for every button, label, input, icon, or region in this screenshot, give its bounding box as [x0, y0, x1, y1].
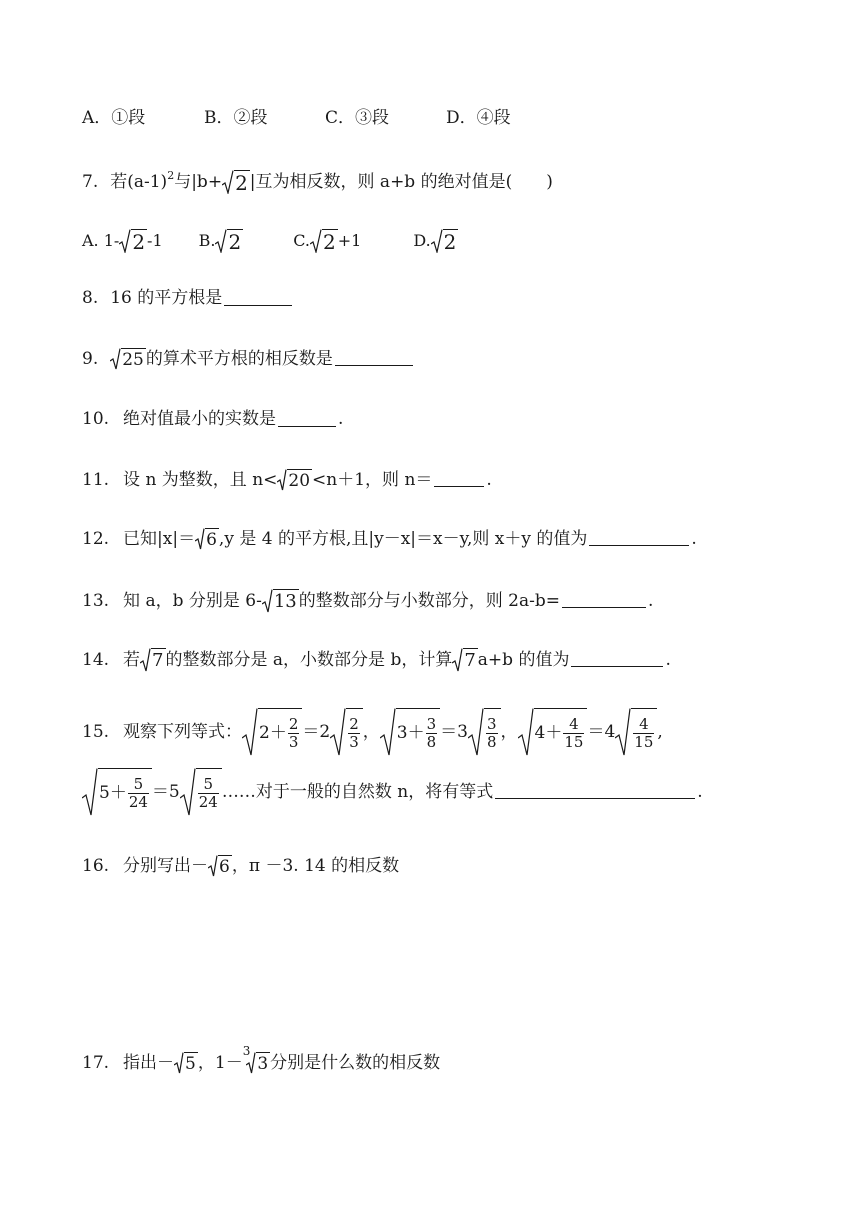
q6-option-a: A．①段 — [82, 108, 146, 128]
q15-eq3-lhs-sqrt — [518, 708, 588, 756]
q15-eq1-rhs — [346, 708, 363, 756]
q17-mid: ，1－ — [197, 1052, 243, 1073]
q8-text: 16 的平方根是 — [110, 288, 223, 308]
q15-eq3-rhs — [631, 708, 657, 756]
q17-pre: 指出－ — [123, 1052, 175, 1073]
q15-eq4-lhs-sqrt — [82, 768, 152, 816]
q15-end: . — [697, 781, 703, 802]
q13-sqrt — [262, 589, 299, 613]
q15-eq3-rhs-fraction — [633, 714, 654, 751]
q8-number: 8. — [82, 288, 99, 308]
radical-sign-icon — [180, 768, 196, 816]
denominator: 15 — [634, 732, 654, 751]
question-15-continued — [82, 768, 703, 816]
q6-option-c: C．③段 — [325, 108, 390, 128]
numerator: 5 — [203, 774, 214, 793]
answer-blank[interactable] — [224, 304, 292, 306]
answer-blank[interactable] — [278, 425, 336, 427]
q12-pre: 已知|x|＝ — [123, 528, 196, 549]
radical-sign-icon — [380, 708, 396, 756]
radical-sign-icon — [431, 229, 443, 253]
q7-sup: 2 — [167, 168, 175, 182]
q15-eq1-fraction — [288, 714, 300, 751]
q14-number: 14. — [82, 649, 110, 670]
q9-text: 的算术平方根的相反数是 — [145, 348, 333, 369]
q9-number: 9. — [82, 348, 99, 369]
q7-option-a-radicand: 2 — [132, 230, 146, 254]
q16-post: ，π －3. 14 的相反数 — [231, 855, 400, 876]
q15-eq3-lhs — [534, 708, 588, 756]
q13-number: 13. — [82, 590, 110, 611]
q14-radicand-2: 7 — [464, 650, 476, 671]
q17-root-index: 3 — [242, 1044, 251, 1058]
radical-sign-icon — [110, 348, 121, 370]
q7-option-a-post: -1 — [147, 231, 163, 250]
radical-sign-icon — [82, 768, 98, 816]
q6-options — [82, 110, 511, 127]
question-14 — [82, 648, 671, 672]
equals-sign: ＝ — [440, 721, 458, 742]
q7-post: |互为相反数，则 a+b 的绝对值是( ) — [249, 171, 553, 192]
q14-radicand-1: 7 — [152, 650, 164, 671]
q6-option-d: D．④段 — [446, 108, 511, 128]
radical-sign-icon — [615, 708, 631, 756]
q7-option-c-radicand: 2 — [322, 230, 336, 254]
q15-eq1-whole: 2 — [259, 722, 270, 743]
q15-eq4-rhs-fraction — [198, 774, 219, 811]
equals-sign: ＝ — [302, 721, 320, 742]
q12-sqrt — [195, 528, 219, 550]
q10-text: 绝对值最小的实数是 — [123, 409, 277, 429]
q15-eq2-lhs — [396, 708, 440, 756]
q17-sqrt — [174, 1052, 198, 1074]
q16-number: 16. — [82, 855, 110, 876]
numerator: 2 — [349, 714, 359, 733]
q9-radicand: 25 — [122, 349, 144, 370]
q15-eq3-coefficient: 4 — [604, 721, 616, 742]
question-17 — [82, 1044, 441, 1074]
q15-eq4-coefficient: 5 — [168, 781, 180, 802]
radical-sign-icon — [242, 708, 258, 756]
answer-blank[interactable] — [562, 606, 646, 608]
q6-option-b: B．②段 — [204, 108, 268, 128]
q17-number: 17. — [82, 1052, 110, 1073]
denominator: 24 — [128, 792, 148, 811]
q7-pre: 若(a-1) — [110, 171, 168, 192]
q14-mid: 的整数部分是 a，小数部分是 b，计算 — [165, 649, 453, 670]
q15-pre: 观察下列等式： — [123, 721, 243, 742]
q15-eq3-fraction — [563, 714, 584, 751]
q15-eq2-rhs — [484, 708, 501, 756]
q15-eq1-rhs-fraction — [348, 714, 360, 751]
q15-number: 15. — [82, 721, 110, 742]
q14-end: . — [665, 649, 671, 670]
q10-number: 10. — [82, 409, 110, 429]
q12-radicand: 6 — [206, 529, 217, 550]
radical-sign-icon — [195, 528, 205, 550]
q15-eq1-lhs — [258, 708, 302, 756]
q15-eq4-whole: 5 — [99, 782, 110, 803]
radical-sign-icon — [518, 708, 534, 756]
q11-sqrt — [277, 469, 312, 491]
q15-eq2-lhs-sqrt — [380, 708, 440, 756]
q7-option-b-radicand: 2 — [228, 230, 242, 254]
question-12 — [82, 528, 697, 550]
q15-post: ……对于一般的自然数 n，将有等式 — [221, 781, 494, 802]
q15-eq4-rhs — [196, 768, 222, 816]
question-9 — [82, 348, 415, 370]
numerator: 2 — [288, 714, 299, 733]
q15-eq2-coefficient: 3 — [457, 721, 468, 742]
q7-option-a-pre: A. 1- — [82, 231, 120, 250]
plus-sign: ＋ — [109, 782, 127, 803]
q17-radicand: 5 — [185, 1053, 196, 1074]
q15-eq4-lhs — [98, 768, 152, 816]
denominator: 15 — [564, 732, 584, 751]
equals-sign: ＝ — [587, 721, 605, 742]
radical-sign-icon — [330, 708, 346, 756]
q7-mid: 与|b+ — [174, 171, 223, 192]
q7-option-d-sqrt — [431, 229, 459, 253]
radical-sign-icon — [174, 1052, 184, 1074]
numerator: 3 — [487, 714, 497, 733]
equals-sign: ＝ — [151, 781, 169, 802]
q13-post: 的整数部分与小数部分，则 2a-b= — [298, 590, 560, 611]
q7-option-c-sqrt — [310, 229, 338, 253]
q16-radicand: 6 — [219, 856, 230, 877]
q7-option-d-pre: D. — [413, 231, 431, 250]
q15-eq3-rhs-sqrt — [615, 708, 657, 756]
q14-pre: 若 — [123, 649, 141, 670]
denominator: 8 — [487, 732, 497, 751]
radical-sign-icon — [310, 229, 322, 253]
q11-radicand: 20 — [288, 470, 311, 491]
q7-option-b-pre: B. — [198, 231, 216, 250]
radical-sign-icon — [208, 855, 218, 877]
denominator: 8 — [426, 732, 437, 751]
q17-radicand-2: 3 — [257, 1053, 269, 1074]
question-11 — [82, 469, 492, 491]
question-13 — [82, 589, 653, 613]
radical-sign-icon — [140, 648, 151, 672]
q13-end: . — [647, 590, 654, 611]
answer-blank[interactable] — [335, 364, 413, 366]
q7-option-d-radicand: 2 — [443, 230, 457, 254]
q13-radicand: 13 — [273, 591, 297, 612]
q7-option-c-pre: C. — [293, 231, 310, 250]
radical-sign-icon — [222, 170, 234, 194]
q15-eq4-fraction — [128, 774, 149, 811]
q15-eq2-fraction — [426, 714, 438, 751]
q11-pre: 设 n 为整数，且 n< — [123, 469, 278, 490]
q14-post: a+b 的值为 — [477, 649, 570, 670]
q14-sqrt-2 — [452, 648, 477, 672]
answer-blank[interactable] — [495, 797, 695, 799]
q12-end: . — [691, 528, 697, 549]
q16-sqrt — [208, 855, 232, 877]
numerator: 5 — [133, 774, 144, 793]
q17-post: 分别是什么数的相反数 — [270, 1052, 441, 1073]
comma: , — [657, 721, 663, 742]
q15-eq2-whole: 3 — [396, 722, 408, 743]
denominator: 3 — [349, 732, 359, 751]
answer-blank[interactable] — [571, 665, 663, 667]
q15-eq2-rhs-sqrt — [468, 708, 501, 756]
q14-sqrt-1 — [140, 648, 165, 672]
q7-option-c-post: +1 — [337, 231, 362, 250]
q10-end: . — [338, 409, 344, 429]
q12-number: 12. — [82, 528, 110, 549]
q12-post: ,y 是 4 的平方根,且|y－x|＝x－y,则 x＋y 的值为 — [218, 528, 588, 549]
answer-blank[interactable] — [434, 485, 484, 487]
radical-sign-icon — [468, 708, 484, 756]
q11-end: . — [486, 469, 492, 490]
q7-radicand: 2 — [235, 171, 248, 195]
q16-pre: 分别写出－ — [123, 855, 209, 876]
q11-number: 11. — [82, 469, 110, 490]
q7-option-a-sqrt — [119, 229, 147, 253]
answer-blank[interactable] — [589, 544, 689, 546]
radical-sign-icon — [452, 648, 463, 672]
q7-option-b-sqrt — [215, 229, 243, 253]
q13-pre: 知 a，b 分别是 6- — [123, 590, 262, 611]
q11-post: <n＋1，则 n＝ — [312, 469, 433, 490]
q15-eq3-whole: 4 — [534, 722, 546, 743]
radical-sign-icon — [277, 469, 287, 491]
comma: ， — [362, 721, 380, 742]
radical-sign-icon — [215, 229, 227, 253]
q15-eq1-rhs-sqrt — [330, 708, 363, 756]
q15-eq4-rhs-sqrt — [180, 768, 222, 816]
q15-eq2-rhs-fraction — [486, 714, 498, 751]
denominator: 3 — [288, 732, 299, 751]
q7-sqrt — [222, 170, 250, 194]
question-7 — [82, 170, 553, 194]
numerator: 4 — [569, 714, 579, 733]
q15-eq1-coefficient: 2 — [319, 721, 331, 742]
q7-number: 7. — [82, 171, 99, 192]
question-10 — [82, 411, 343, 428]
radical-sign-icon — [119, 229, 131, 253]
q9-sqrt — [110, 348, 146, 370]
comma: ， — [500, 721, 518, 742]
q15-eq1-lhs-sqrt — [242, 708, 302, 756]
q7-options — [82, 229, 458, 253]
plus-sign: ＋ — [269, 722, 287, 743]
numerator: 3 — [426, 714, 437, 733]
plus-sign: ＋ — [545, 722, 563, 743]
question-8 — [82, 290, 294, 307]
numerator: 4 — [639, 714, 649, 733]
denominator: 24 — [198, 792, 218, 811]
question-16 — [82, 855, 399, 877]
question-15 — [82, 708, 663, 756]
radical-sign-icon — [262, 589, 273, 613]
plus-sign: ＋ — [407, 722, 425, 743]
